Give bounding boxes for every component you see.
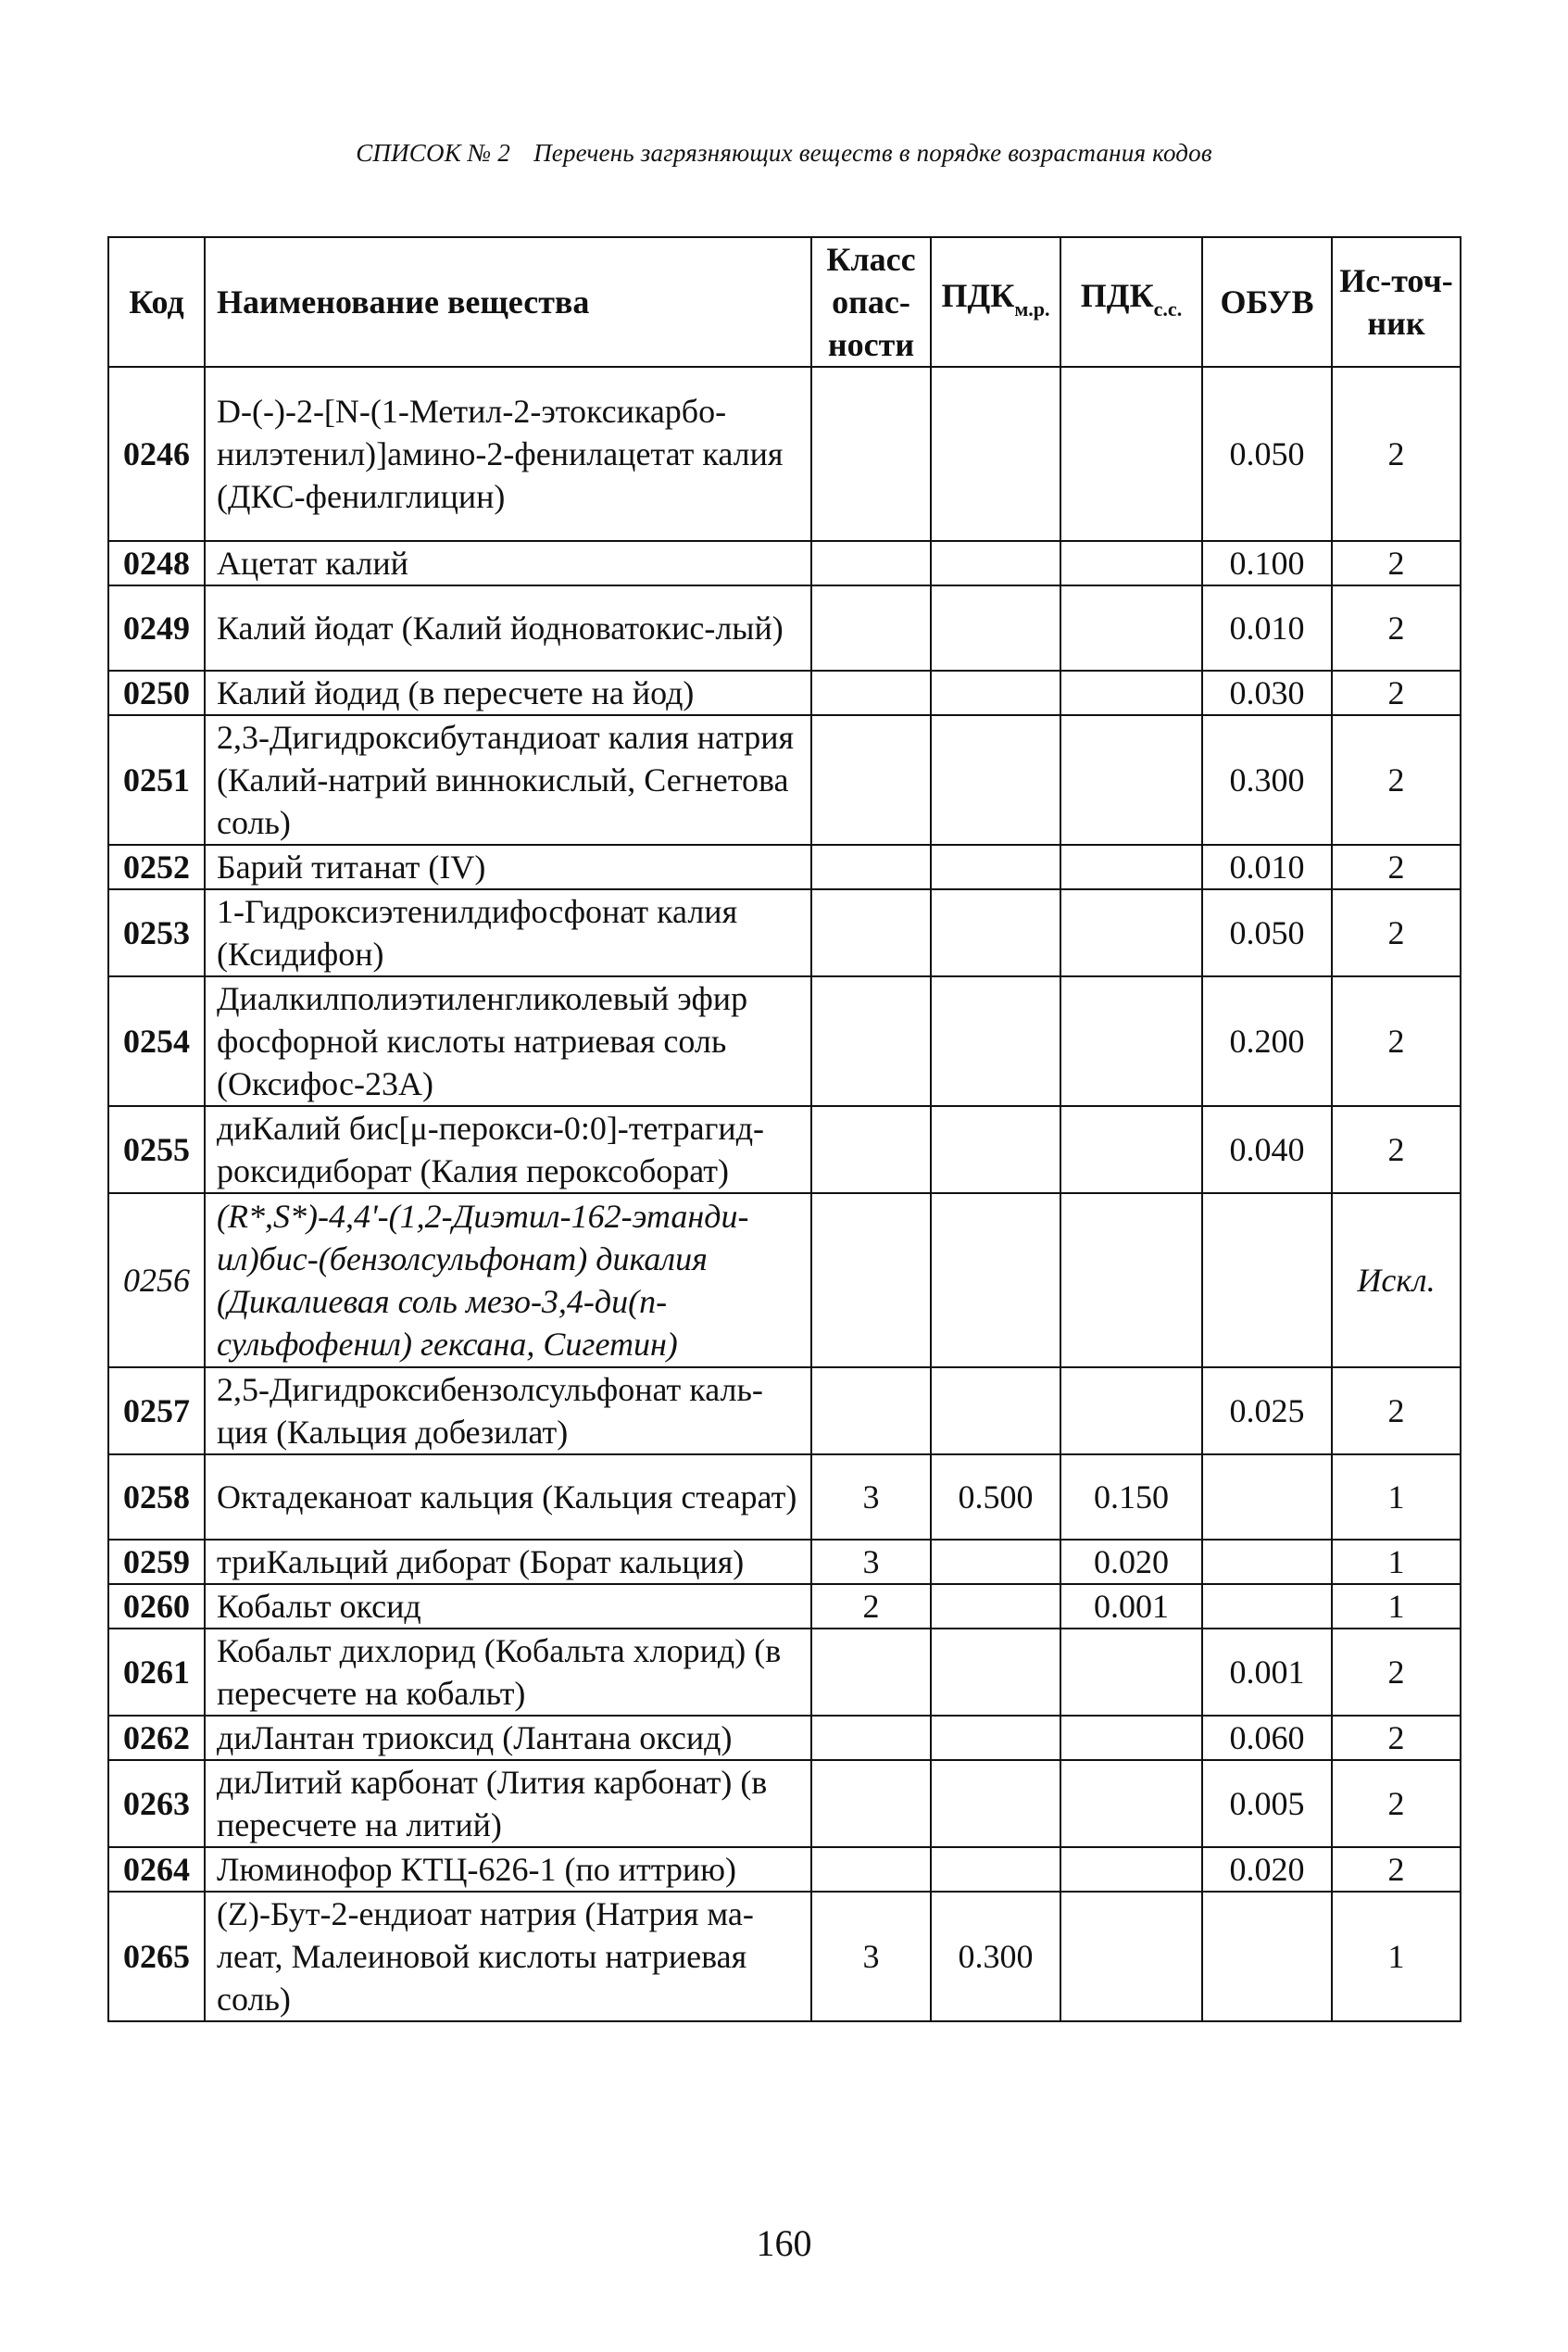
cell-pdk-mr: [931, 845, 1060, 889]
cell-name: диЛитий карбонат (Лития карбонат) (в пересчете на литий): [205, 1760, 811, 1847]
cell-name: D-(-)-2-[N-(1-Метил-2-этоксикарбо-нилэтенил)]амино-2-фенилацетат калия (ДКС-фенилглицин): [205, 367, 811, 541]
cell-obuv: [1202, 1454, 1332, 1540]
cell-hazard-class: [811, 889, 931, 976]
cell-name: триКальций диборат (Борат кальция): [205, 1540, 811, 1584]
table-row: [108, 1584, 1461, 1629]
cell-hazard-class: [811, 367, 931, 541]
cell-hazard-class: 2: [811, 1584, 931, 1629]
cell-pdk-ss: 0.020: [1060, 1540, 1202, 1584]
cell-source: 1: [1332, 1584, 1461, 1629]
cell-source: Искл.: [1332, 1193, 1461, 1367]
cell-name: Кобальт оксид: [205, 1584, 811, 1629]
cell-code: 0248: [108, 541, 205, 585]
cell-source: 2: [1332, 1106, 1461, 1193]
cell-source: 2: [1332, 585, 1461, 671]
cell-pdk-mr: [931, 1629, 1060, 1716]
table-row: [108, 1629, 1461, 1716]
cell-code: 0246: [108, 367, 205, 541]
cell-hazard-class: [811, 1760, 931, 1847]
cell-obuv: 0.300: [1202, 715, 1332, 845]
cell-pdk-mr: 0.300: [931, 1892, 1060, 2021]
table-row: [108, 367, 1461, 541]
cell-pdk-ss: [1060, 976, 1202, 1106]
cell-source: 2: [1332, 715, 1461, 845]
col-header-name: Наименование вещества: [205, 237, 811, 367]
col-header-source: Ис-точ-ник: [1332, 237, 1461, 367]
table-row: [108, 1106, 1461, 1193]
cell-name: Ацетат калий: [205, 541, 811, 585]
cell-code: 0264: [108, 1847, 205, 1892]
cell-pdk-mr: [931, 1193, 1060, 1367]
cell-source: 2: [1332, 541, 1461, 585]
cell-source: 2: [1332, 1629, 1461, 1716]
col-header-obuv: ОБУВ: [1202, 237, 1332, 367]
table-row: [108, 541, 1461, 585]
cell-source: 2: [1332, 1716, 1461, 1760]
list-title: СПИСОК № 2: [356, 139, 511, 167]
cell-pdk-mr: [931, 541, 1060, 585]
col-header-pdk-mr: $ПДК_{м.р.}$: [931, 237, 1060, 367]
cell-obuv: [1202, 1193, 1332, 1367]
cell-code: 0249: [108, 585, 205, 671]
cell-code: 0259: [108, 1540, 205, 1584]
cell-name: Калий йодид (в пересчете на йод): [205, 671, 811, 715]
cell-obuv: 0.050: [1202, 367, 1332, 541]
cell-pdk-ss: [1060, 1847, 1202, 1892]
cell-code: 0262: [108, 1716, 205, 1760]
table-row: [108, 1760, 1461, 1847]
table-header-row: [108, 237, 1461, 367]
table-row: [108, 845, 1461, 889]
cell-source: 2: [1332, 671, 1461, 715]
cell-hazard-class: [811, 1716, 931, 1760]
cell-pdk-mr: [931, 976, 1060, 1106]
cell-name: 2,5-Дигидроксибензолсульфонат каль-ция (Кальция добезилат): [205, 1367, 811, 1454]
cell-pdk-ss: [1060, 889, 1202, 976]
col-header-code: Код: [108, 237, 205, 367]
col-header-hazard-class: Класс опас-ности: [811, 237, 931, 367]
cell-hazard-class: [811, 845, 931, 889]
cell-pdk-ss: [1060, 1760, 1202, 1847]
page-number: 160: [756, 2222, 812, 2264]
cell-pdk-mr: [931, 1367, 1060, 1454]
cell-source: 1: [1332, 1540, 1461, 1584]
cell-name: Кобальт дихлорид (Кобальта хлорид) (в пересчете на кобальт): [205, 1629, 811, 1716]
cell-source: 2: [1332, 1760, 1461, 1847]
table-row: [108, 671, 1461, 715]
table-row: [108, 889, 1461, 976]
cell-name: Калий йодат (Калий йодноватокис-лый): [205, 585, 811, 671]
cell-name: (Z)-Бут-2-ендиоат натрия (Натрия ма-леат, Малеиновой кислоты натриевая соль): [205, 1892, 811, 2021]
cell-hazard-class: [811, 1367, 931, 1454]
cell-obuv: 0.030: [1202, 671, 1332, 715]
cell-hazard-class: 3: [811, 1454, 931, 1540]
cell-hazard-class: [811, 715, 931, 845]
cell-pdk-mr: [931, 1540, 1060, 1584]
cell-code: 0263: [108, 1760, 205, 1847]
cell-hazard-class: [811, 541, 931, 585]
cell-code: 0261: [108, 1629, 205, 1716]
table-row: [108, 1847, 1461, 1892]
cell-source: 2: [1332, 367, 1461, 541]
cell-source: 2: [1332, 976, 1461, 1106]
cell-name: (R*,S*)-4,4'-(1,2-Диэтил-162-этанди-ил)бис-(бензолсульфонат) дикалия (Дикалиевая соль мезо-3,4-ди(п-сульфофенил) гексана, Сигетин): [205, 1193, 811, 1367]
cell-source: 2: [1332, 1847, 1461, 1892]
cell-hazard-class: [811, 585, 931, 671]
cell-pdk-mr: 0.500: [931, 1454, 1060, 1540]
table-row: [108, 1892, 1461, 2021]
cell-obuv: 0.025: [1202, 1367, 1332, 1454]
cell-pdk-mr: [931, 1584, 1060, 1629]
cell-source: 1: [1332, 1892, 1461, 2021]
cell-pdk-mr: [931, 715, 1060, 845]
cell-pdk-ss: [1060, 1367, 1202, 1454]
cell-pdk-ss: [1060, 1629, 1202, 1716]
cell-pdk-ss: [1060, 1716, 1202, 1760]
cell-source: 2: [1332, 845, 1461, 889]
cell-obuv: 0.005: [1202, 1760, 1332, 1847]
cell-hazard-class: [811, 1847, 931, 1892]
table-row: [108, 976, 1461, 1106]
cell-obuv: 0.020: [1202, 1847, 1332, 1892]
cell-name: Люминофор КТЦ-626-1 (по иттрию): [205, 1847, 811, 1892]
cell-name: Диалкилполиэтиленгликолевый эфир фосфорной кислоты натриевая соль (Оксифос-23А): [205, 976, 811, 1106]
cell-pdk-mr: [931, 1760, 1060, 1847]
cell-pdk-mr: [931, 1106, 1060, 1193]
cell-pdk-ss: [1060, 845, 1202, 889]
cell-obuv: [1202, 1540, 1332, 1584]
cell-pdk-mr: [931, 889, 1060, 976]
cell-code: 0250: [108, 671, 205, 715]
cell-pdk-ss: [1060, 715, 1202, 845]
cell-obuv: [1202, 1892, 1332, 2021]
cell-source: 2: [1332, 1367, 1461, 1454]
cell-hazard-class: 3: [811, 1540, 931, 1584]
cell-pdk-mr: [931, 1716, 1060, 1760]
cell-pdk-mr: [931, 1847, 1060, 1892]
cell-name: диКалий бис[μ-перокси-0:0]-тетрагид-роксидиборат (Калия пероксоборат): [205, 1106, 811, 1193]
cell-name: Октадеканоат кальция (Кальция стеарат): [205, 1454, 811, 1540]
cell-code: 0255: [108, 1106, 205, 1193]
substances-table: [107, 236, 1461, 2022]
cell-obuv: 0.010: [1202, 845, 1332, 889]
cell-source: 2: [1332, 889, 1461, 976]
cell-obuv: 0.040: [1202, 1106, 1332, 1193]
cell-code: 0265: [108, 1892, 205, 2021]
cell-hazard-class: [811, 1193, 931, 1367]
table-row: [108, 1540, 1461, 1584]
cell-hazard-class: 3: [811, 1892, 931, 2021]
cell-pdk-ss: [1060, 367, 1202, 541]
page-header: [0, 139, 1568, 168]
table-row: [108, 1454, 1461, 1540]
cell-obuv: 0.200: [1202, 976, 1332, 1106]
table-body: [108, 367, 1461, 2021]
cell-obuv: 0.001: [1202, 1629, 1332, 1716]
cell-source: 1: [1332, 1454, 1461, 1540]
cell-obuv: [1202, 1584, 1332, 1629]
cell-code: 0256: [108, 1193, 205, 1367]
cell-obuv: 0.050: [1202, 889, 1332, 976]
cell-pdk-ss: [1060, 541, 1202, 585]
list-subtitle: Перечень загрязняющих веществ в порядке возрастания кодов: [533, 139, 1212, 167]
cell-obuv: 0.010: [1202, 585, 1332, 671]
cell-code: 0257: [108, 1367, 205, 1454]
cell-hazard-class: [811, 1629, 931, 1716]
table-row: [108, 1193, 1461, 1367]
cell-pdk-mr: [931, 671, 1060, 715]
cell-code: 0251: [108, 715, 205, 845]
cell-code: 0260: [108, 1584, 205, 1629]
table-row: [108, 1367, 1461, 1454]
cell-pdk-mr: [931, 585, 1060, 671]
cell-name: диЛантан триоксид (Лантана оксид): [205, 1716, 811, 1760]
table-row: [108, 1716, 1461, 1760]
cell-obuv: 0.100: [1202, 541, 1332, 585]
cell-code: 0253: [108, 889, 205, 976]
cell-name: 1-Гидроксиэтенилдифосфонат калия (Ксидифон): [205, 889, 811, 976]
cell-hazard-class: [811, 976, 931, 1106]
cell-code: 0254: [108, 976, 205, 1106]
cell-pdk-ss: [1060, 1106, 1202, 1193]
col-header-pdk-ss: $ПДК_{с.с.}$: [1060, 237, 1202, 367]
table-row: [108, 715, 1461, 845]
cell-code: 0258: [108, 1454, 205, 1540]
cell-pdk-ss: 0.150: [1060, 1454, 1202, 1540]
cell-pdk-ss: [1060, 1892, 1202, 2021]
cell-pdk-mr: [931, 367, 1060, 541]
cell-pdk-ss: 0.001: [1060, 1584, 1202, 1629]
cell-pdk-ss: [1060, 1193, 1202, 1367]
cell-pdk-ss: [1060, 585, 1202, 671]
cell-obuv: 0.060: [1202, 1716, 1332, 1760]
cell-name: 2,3-Дигидроксибутандиоат калия натрия (Калий-натрий виннокислый, Сегнетова соль): [205, 715, 811, 845]
cell-hazard-class: [811, 1106, 931, 1193]
cell-code: 0252: [108, 845, 205, 889]
cell-hazard-class: [811, 671, 931, 715]
table-row: [108, 585, 1461, 671]
cell-name: Барий титанат (IV): [205, 845, 811, 889]
cell-pdk-ss: [1060, 671, 1202, 715]
